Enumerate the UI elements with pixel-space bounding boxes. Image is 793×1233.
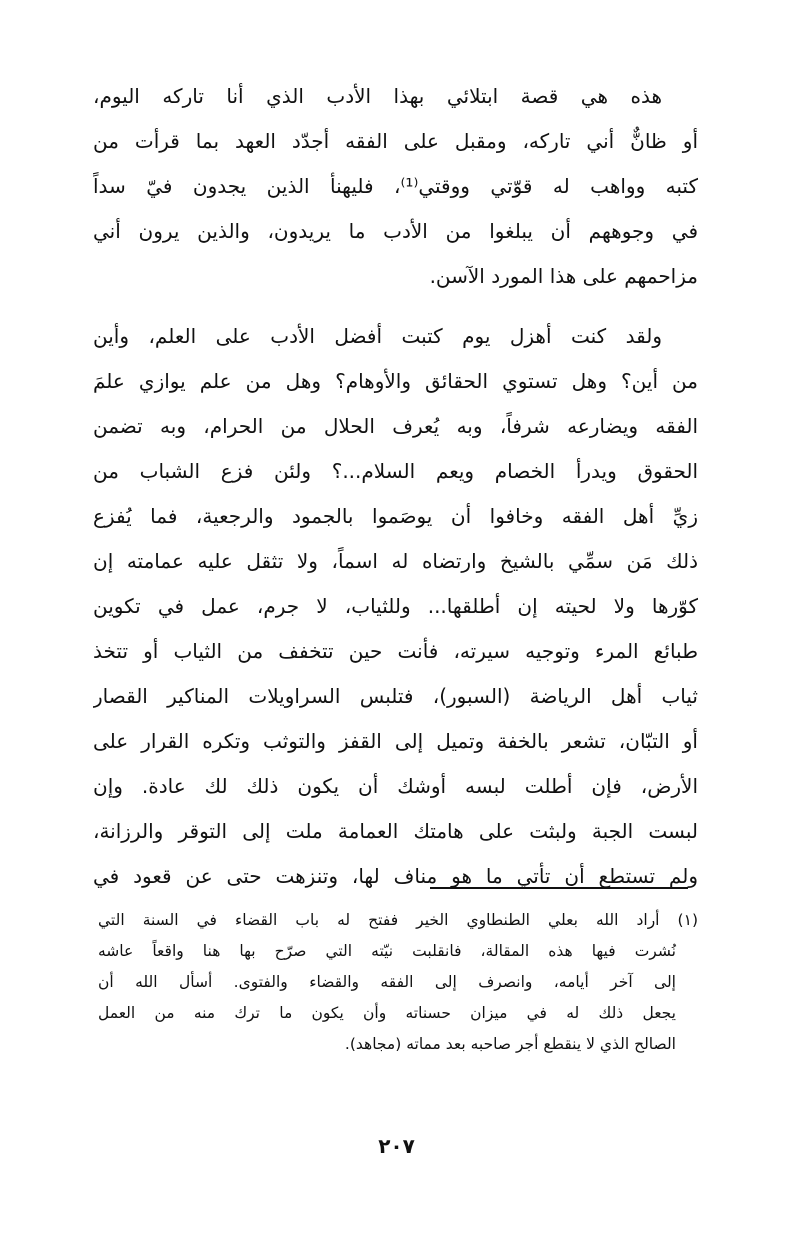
footnote-line: إلى آخر أيامه، وانصرف إلى الفقه والقضاء والفتوى. أسأل الله أن <box>98 973 676 991</box>
footnote-line: (١) أراد الله بعلي الطنطاوي الخير ففتح له باب القضاء في السنة التي <box>98 911 698 929</box>
text-line: هذه هي قصة ابتلائي بهذا الأدب الذي أنا تاركه اليوم، <box>93 84 662 108</box>
text-line: أو ظانٌّ أني تاركه، ومقبل على الفقه أجدّد العهد بما قرأت من <box>93 129 698 153</box>
text-line: الأرض، فإن أطلت لبسه أوشك أن يكون ذلك لك عادة. وإن <box>93 774 698 798</box>
text-line: مزاحمهم على هذا المورد الآسن. <box>429 264 698 288</box>
footnotes <box>98 905 698 1060</box>
footnote-line: نُشرت فيها هذه المقالة، فانقلبت نيّته التي صرّح بها هنا واقعاً عاشه <box>98 942 676 960</box>
main-text <box>93 74 698 899</box>
text-line: ثياب أهل الرياضة (السبور)، فتلبس السراويلات المناكير القصار <box>93 684 698 708</box>
text-line: من أين؟ وهل تستوي الحقائق والأوهام؟ وهل من علم يوازي علمَ <box>93 369 698 393</box>
footnote-divider <box>430 887 688 889</box>
text-line: في وجوههم أن يبلغوا من الأدب ما يريدون، والذين يرون أني <box>93 219 698 243</box>
text-line: ذلك مَن سمِّي بالشيخ وارتضاه له اسماً، ولا تثقل عليه عمامته إن <box>93 549 698 573</box>
footnote-line: الصالح الذي لا ينقطع أجر صاحبه بعد مماته (مجاهد). <box>344 1035 676 1053</box>
footnote-1 <box>98 905 698 1060</box>
text-line: كتبه وواهب له قوّتي ووقتي⁽¹⁾، فليهنأ الذين يجدون فيّ سداً <box>93 174 698 198</box>
text-line: ولقد كنت أهزل يوم كتبت أفضل الأدب على العلم، وأين <box>93 324 662 348</box>
text-line: كوّرها ولا لحيته إن أطلقها... وللثياب، لا جرم، عمل في تكوين <box>93 594 698 618</box>
page-number: ٢٠٧ <box>378 1134 415 1158</box>
text-line: الحقوق ويدرأ الخصام ويعم السلام...؟ ولئن فزع الشباب من <box>93 459 698 483</box>
paragraph-1 <box>93 74 698 299</box>
text-line: الفقه ويضارعه شرفاً، وبه يُعرف الحلال من الحرام، وبه تضمن <box>93 414 698 438</box>
text-line: زيِّ أهل الفقه وخافوا أن يوصَموا بالجمود والرجعية، فما يُفزع <box>93 504 698 528</box>
text-line: لبست الجبة ولبثت على هامتك العمامة ملت إلى التوقر والرزانة، <box>93 819 698 843</box>
footnote-line: يجعل ذلك له في ميزان حسناته وأن يكون ما ترك منه من العمل <box>98 1004 676 1022</box>
text-line: أو التبّان، تشعر بالخفة وتميل إلى القفز والتوثب وتكره القرار على <box>93 729 698 753</box>
text-line: ولم تستطع أن تأتي ما هو مناف لها، وتنزهت حتى عن قعود في <box>93 864 698 888</box>
paragraph-2 <box>93 314 698 899</box>
text-line: طبائع المرء وتوجيه سيرته، فأنت حين تتخفف من الثياب أو تتخذ <box>93 639 698 663</box>
